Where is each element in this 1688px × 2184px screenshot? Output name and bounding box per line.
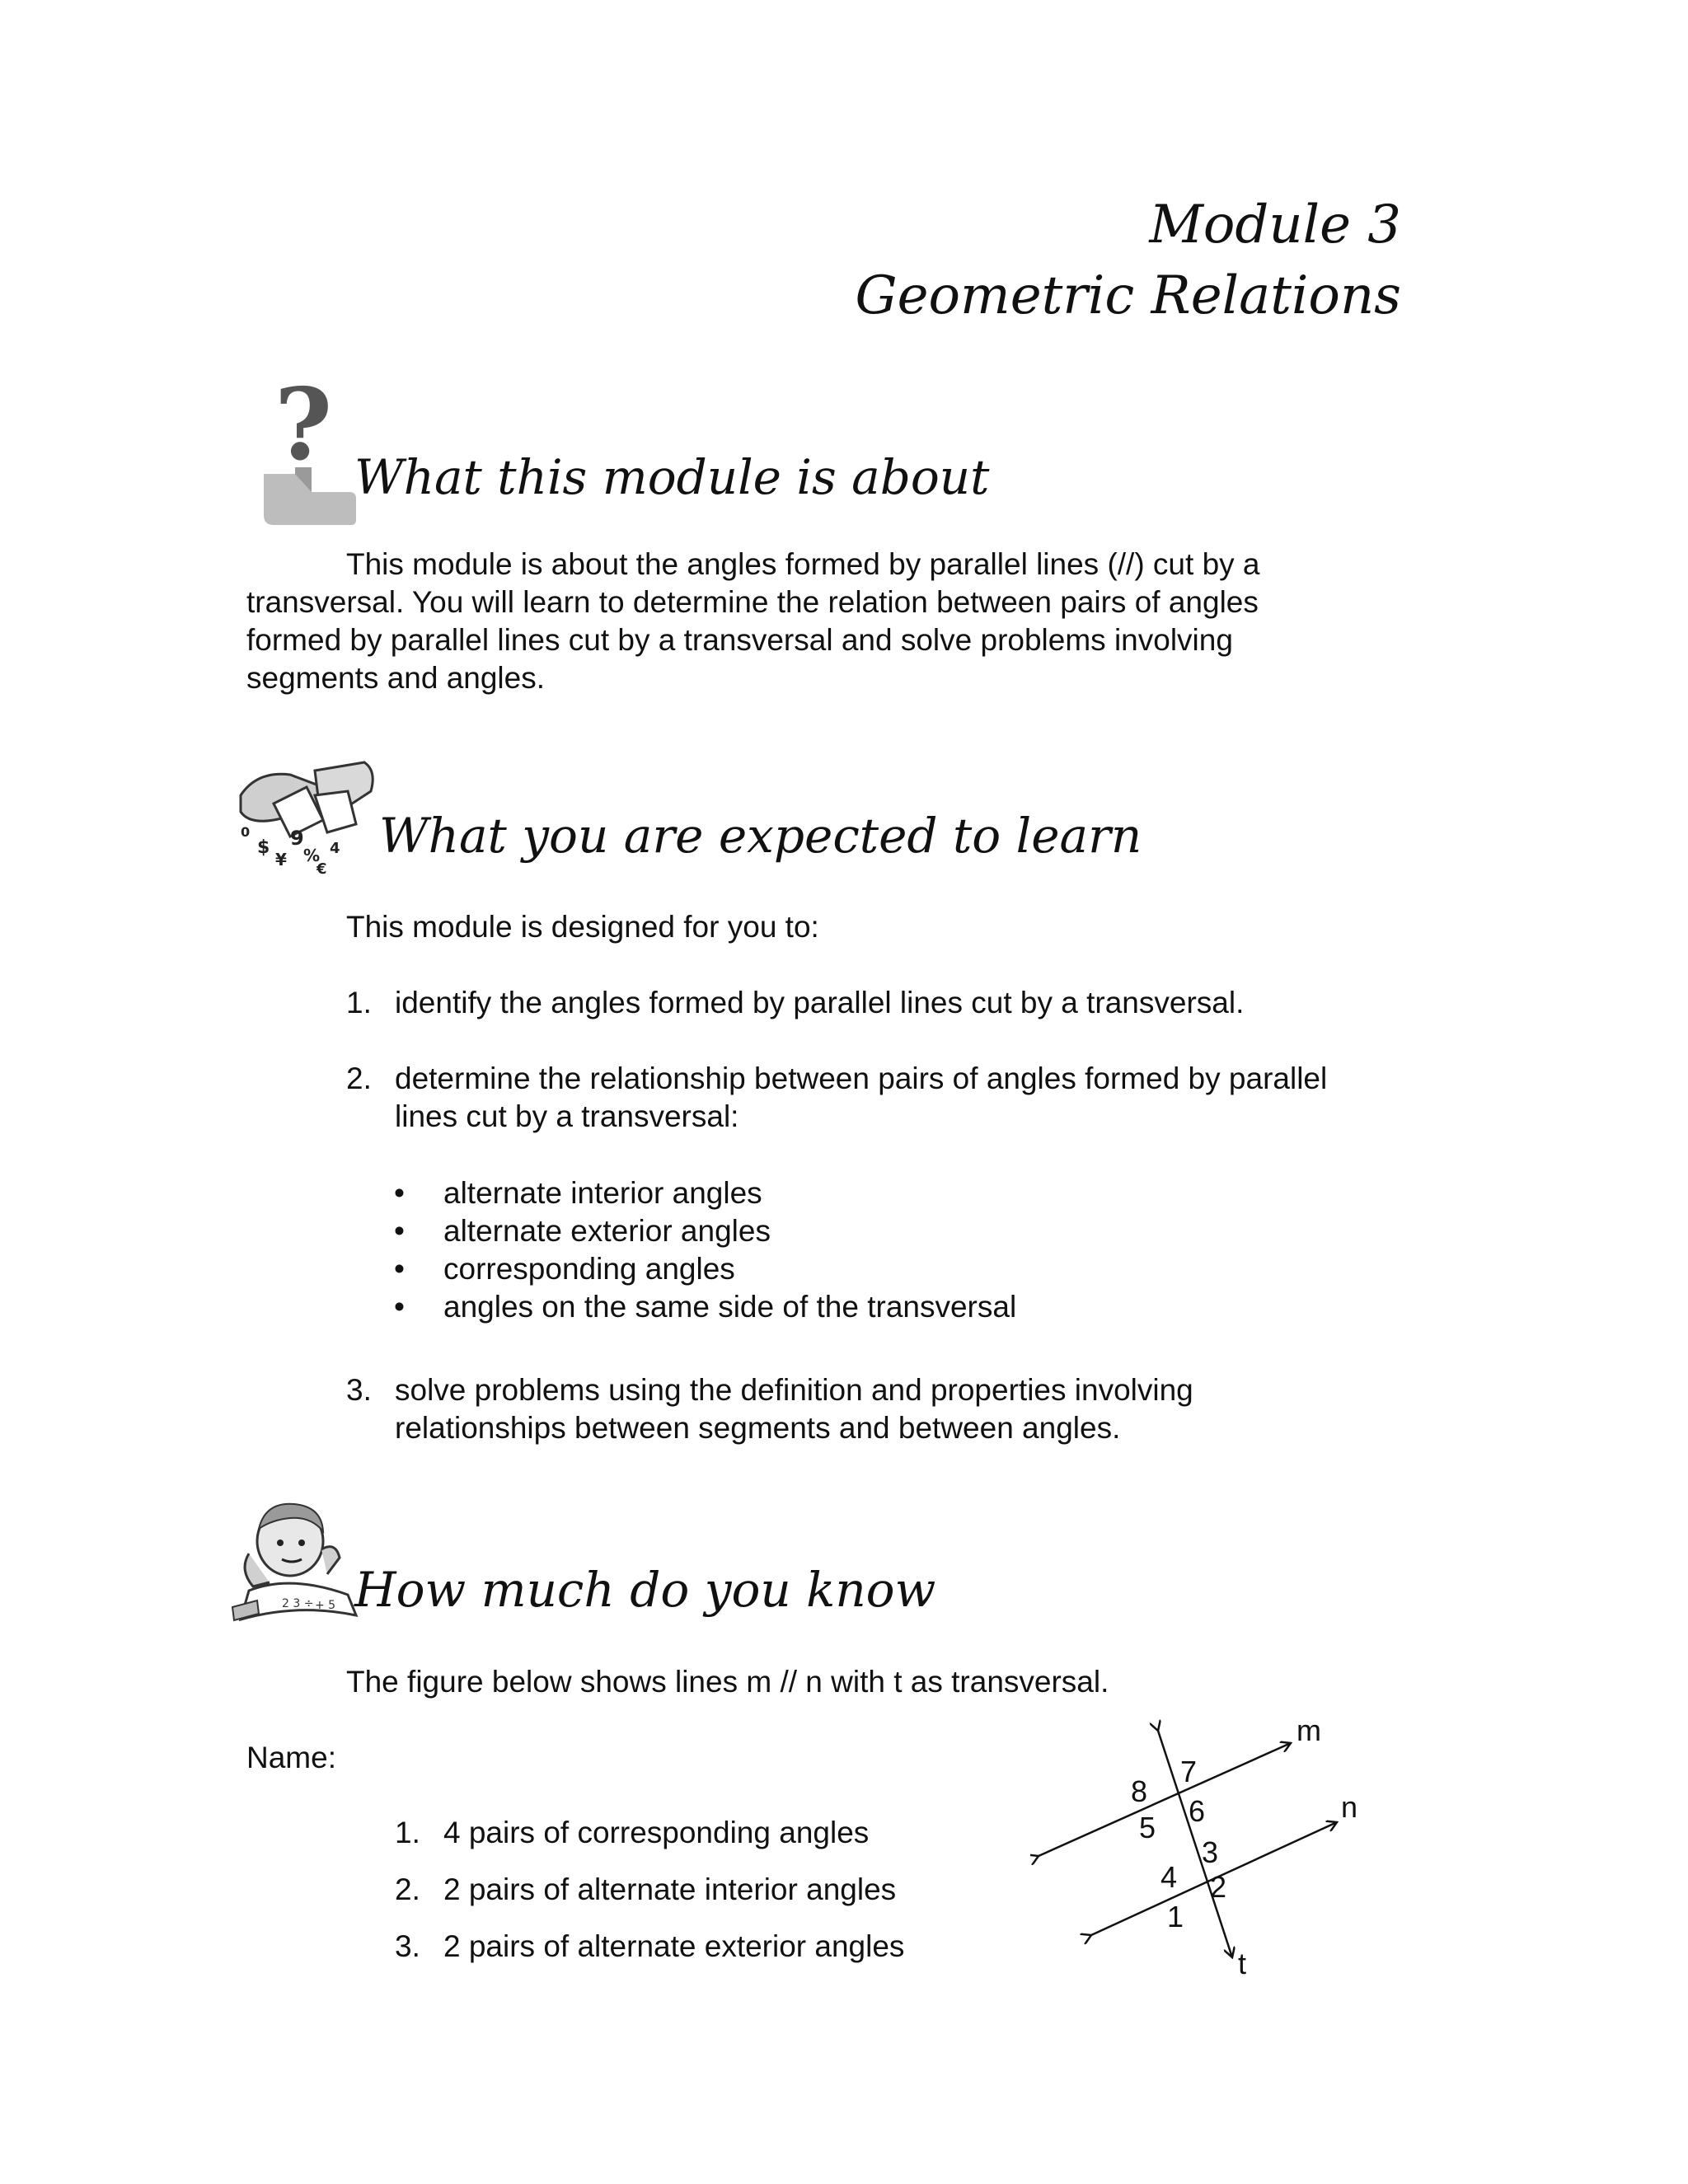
about-paragraph-line-1: This module is about the angles formed by parallel lines (//) cut by a (346, 547, 1260, 581)
learn-item-2-text-line-2: lines cut by a transversal: (395, 1099, 739, 1133)
bullet-marker: • (394, 1214, 405, 1248)
svg-text:9: 9 (290, 827, 304, 850)
module-number: Module 3 (1149, 194, 1401, 255)
bullet-marker: • (394, 1176, 405, 1210)
angle-label-8: 8 (1131, 1774, 1148, 1808)
name-label: Name: (246, 1741, 336, 1774)
learn-item-2-number: 2. (346, 1062, 372, 1095)
math-hands-icon (224, 754, 381, 878)
learn-intro: This module is designed for you to: (346, 910, 819, 944)
svg-text:+ 5: + 5 (315, 1599, 336, 1612)
know-item-1-text: 4 pairs of corresponding angles (443, 1816, 870, 1849)
know-item-2-text: 2 pairs of alternate interior angles (443, 1872, 897, 1906)
svg-text:¥: ¥ (275, 850, 287, 869)
bullet-item-4: angles on the same side of the transversal (443, 1290, 1017, 1324)
parallel-lines-figure (1030, 1714, 1376, 1978)
label-m: m (1296, 1714, 1321, 1747)
label-t: t (1238, 1947, 1247, 1978)
question-mark-icon (254, 375, 361, 532)
know-intro: The figure below shows lines m // n with t as transversal. (346, 1665, 1109, 1699)
bullet-item-3: corresponding angles (443, 1252, 735, 1286)
learn-heading: What you are expected to learn (379, 808, 1142, 864)
bullet-marker: • (394, 1252, 405, 1286)
bullet-item-2: alternate exterior angles (443, 1214, 771, 1248)
thinking-student-icon (224, 1492, 364, 1628)
learn-item-2-text-line-1: determine the relationship between pairs of angles formed by parallel (395, 1062, 1328, 1095)
about-paragraph-line-3: formed by parallel lines cut by a transversal and solve problems involving (246, 623, 1233, 657)
svg-text:?: ? (274, 375, 333, 483)
module-title: Geometric Relations (855, 265, 1401, 326)
about-heading: What this module is about (354, 449, 990, 505)
about-paragraph-line-2: transversal. You will learn to determine the relation between pairs of angles (246, 585, 1259, 619)
about-paragraph-line-4: segments and angles. (246, 661, 546, 695)
learn-item-1-text: identify the angles formed by parallel lines cut by a transversal. (395, 986, 1245, 1019)
bullet-marker: • (394, 1290, 405, 1324)
svg-text:4: 4 (330, 840, 340, 857)
learn-item-3-number: 3. (346, 1373, 372, 1407)
know-item-3-text: 2 pairs of alternate exterior angles (443, 1929, 905, 1963)
know-item-3-number: 3. (395, 1929, 420, 1963)
svg-text:€: € (316, 860, 327, 878)
learn-item-1-number: 1. (346, 986, 372, 1019)
line-m (1039, 1743, 1291, 1856)
svg-text:0: 0 (241, 824, 251, 840)
angle-label-6: 6 (1189, 1794, 1206, 1828)
know-item-1-number: 1. (395, 1816, 420, 1849)
svg-text:%: % (303, 846, 321, 865)
learn-item-3-text-line-2: relationships between segments and between angles. (395, 1411, 1121, 1445)
label-n: n (1341, 1790, 1358, 1824)
svg-text:2 3 ÷: 2 3 ÷ (282, 1597, 314, 1610)
angle-label-2: 2 (1210, 1870, 1227, 1904)
know-item-2-number: 2. (395, 1872, 420, 1906)
know-heading: How much do you know (354, 1562, 936, 1618)
angle-label-4: 4 (1160, 1860, 1178, 1894)
angle-label-3: 3 (1202, 1835, 1219, 1869)
angle-label-7: 7 (1180, 1755, 1198, 1788)
angle-label-1: 1 (1167, 1900, 1184, 1933)
svg-text:$: $ (257, 837, 270, 858)
angle-label-5: 5 (1139, 1811, 1156, 1844)
bullet-item-1: alternate interior angles (443, 1176, 762, 1210)
learn-item-3-text-line-1: solve problems using the definition and properties involving (395, 1373, 1193, 1407)
